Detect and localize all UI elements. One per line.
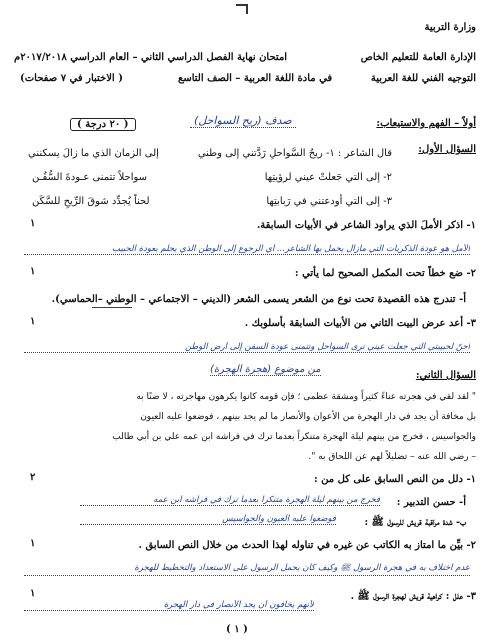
q2-passage-4: – رضي الله عنه – تضليلاً لهم عن اللحاق به ". [308, 452, 476, 462]
q2-item-1: ١- دلل من النص السابق على كل من : [313, 474, 476, 485]
handwritten-topic: صدف (ريح السواحل) [190, 114, 296, 128]
item-1-question: ١- اذكر الأملَ الذي يراود الشاعر في الأبيات السابقة. [256, 220, 476, 231]
q2-item-1b: ب- شدة مراقبة قريش للرسول ﷺ : [364, 517, 466, 528]
q2-item-1a: أ- حسن التدبير : [396, 497, 466, 508]
poem-line2-a: ٢- إلى التي جَعلتْ عيني لرؤيتِها [264, 172, 392, 183]
item-2-a: أ- تندرج هذه القصيدة تحت نوع من الشعر يسمى الشعر (الديني – الاجتماعي – الوطني –الحماسي). [51, 294, 466, 305]
section-title: أولاً – الفهم والاستيعاب: [376, 118, 476, 129]
answer-underline-mark [92, 307, 132, 308]
section-score: ( ٢٠ درجة ) [70, 118, 136, 131]
q2-item-3-mark: ١ [30, 588, 36, 599]
q1-label: السؤال الأول: [418, 144, 476, 155]
poem-line3-a: ٣- إلى التي أودعتني في رَبابتِها [266, 196, 392, 207]
q2-item-2-answer[interactable]: عدم اختلاف به في هجرة الرسول ﷺ وكيف كان يحمل الرسول على الاستعداد والتخطيط للهجرة [24, 563, 470, 576]
exam-title: امتحان نهاية الفصل الدراسي الثاني – العام الدراسي ٢٠١٧/٢٠١٨م [14, 52, 288, 63]
poem-line3-b: لحناً يُجدِّد شوقَ الرِّيحِ للسَّكَن [32, 196, 150, 207]
item-2-mark: ١ [30, 266, 36, 277]
item-3-question: ٣- أعد عرض البيت الثاني من الأبيات السابقة بأسلوبك . [244, 318, 476, 329]
item-1-answer[interactable]: الأمل هو عودة الذكريات التي مازال يحمل بها الشاعر... أي الرجوع إلى الوطن الذي يحلم بعودة الحبيب [24, 244, 470, 255]
q2-item-2-mark: ١ [30, 538, 36, 549]
q2-passage-2: بل مخافة أن يجد في دار الهجرة من الأعوان والأنصار ما لم يجد بينهم ، فوضعوا عليه العيون [140, 412, 476, 422]
q2-item-3: ٣- علل : كراهية قريش لهجرة الرسول ﷺ . [350, 591, 476, 602]
page-number: ( ١ ) [226, 624, 248, 635]
poem-line1-b: إلى الزمان الذي ما زالَ يسكنني [28, 148, 159, 159]
exam-subject: في مادة اللغة العربية – الصف التاسع [178, 73, 333, 84]
admin-name: الإدارة العامة للتعليم الخاص [360, 52, 476, 63]
pages-note: ( الاختبار في ٧ صفحات) [20, 73, 123, 84]
q2-handwritten-topic: من موضوع (هجرة الهجرة) [210, 364, 321, 375]
q2-item-1-mark: ٢ [30, 472, 36, 483]
q2-item-2: ٢- بيِّن ما امتاز به الكاتب عن غيره في تناوله لهذا الحدث من خلال النص السابق . [138, 540, 476, 551]
q2-passage-3: والجواسيس ، فخرج من بينهم ليلة الهجرة متنكراً بعدما ترك في فراشه ابن عمه علي بن أبي طالب [112, 432, 476, 442]
q1-intro: قال الشاعر : ١- ريحُ السَّواحلِ رَدَّتني إلى وطني [197, 148, 392, 159]
ministry-name: وزارة التربية [424, 22, 476, 33]
q2-passage-1: " لقد لقي في هجرته عناءً كثيراً ومشقة عظمى ؛ فإن قومه كانوا يكرهون مهاجرته ، لا ضنًا به [136, 392, 476, 402]
item-3-mark: ١ [30, 316, 36, 327]
poem-line2-b: سواحلاً تتمنى عـودةَ السُّفُـن [32, 172, 148, 183]
q2-label: السؤال الثاني: [415, 370, 476, 381]
corner-mark [236, 4, 248, 14]
item-3-answer[interactable]: أحنّ لحبيبتي التي جعلت عيني ترى السواحل وتتمنى عودة السفن إلى أرض الوطن [24, 342, 470, 353]
item-1-mark: ١ [30, 218, 36, 229]
q2-item-3-answer[interactable]: لأنهم يخافون أن يجد الأنصار في دار الهجرة [24, 600, 314, 611]
supervision-name: التوجيه الفني للغة العربية [370, 73, 476, 84]
item-2-question: ٢- ضع خطاً تحت المكمل الصحيح لما يأتي : [294, 268, 476, 279]
q2-item-1a-answer[interactable]: فخرج من بينهم ليلة الهجرة متنكراً بعدما ترك في فراشه ابن عمه [80, 495, 380, 506]
q2-item-1b-answer[interactable]: فوضعوا عليه العيون والجواسيس [80, 514, 336, 525]
